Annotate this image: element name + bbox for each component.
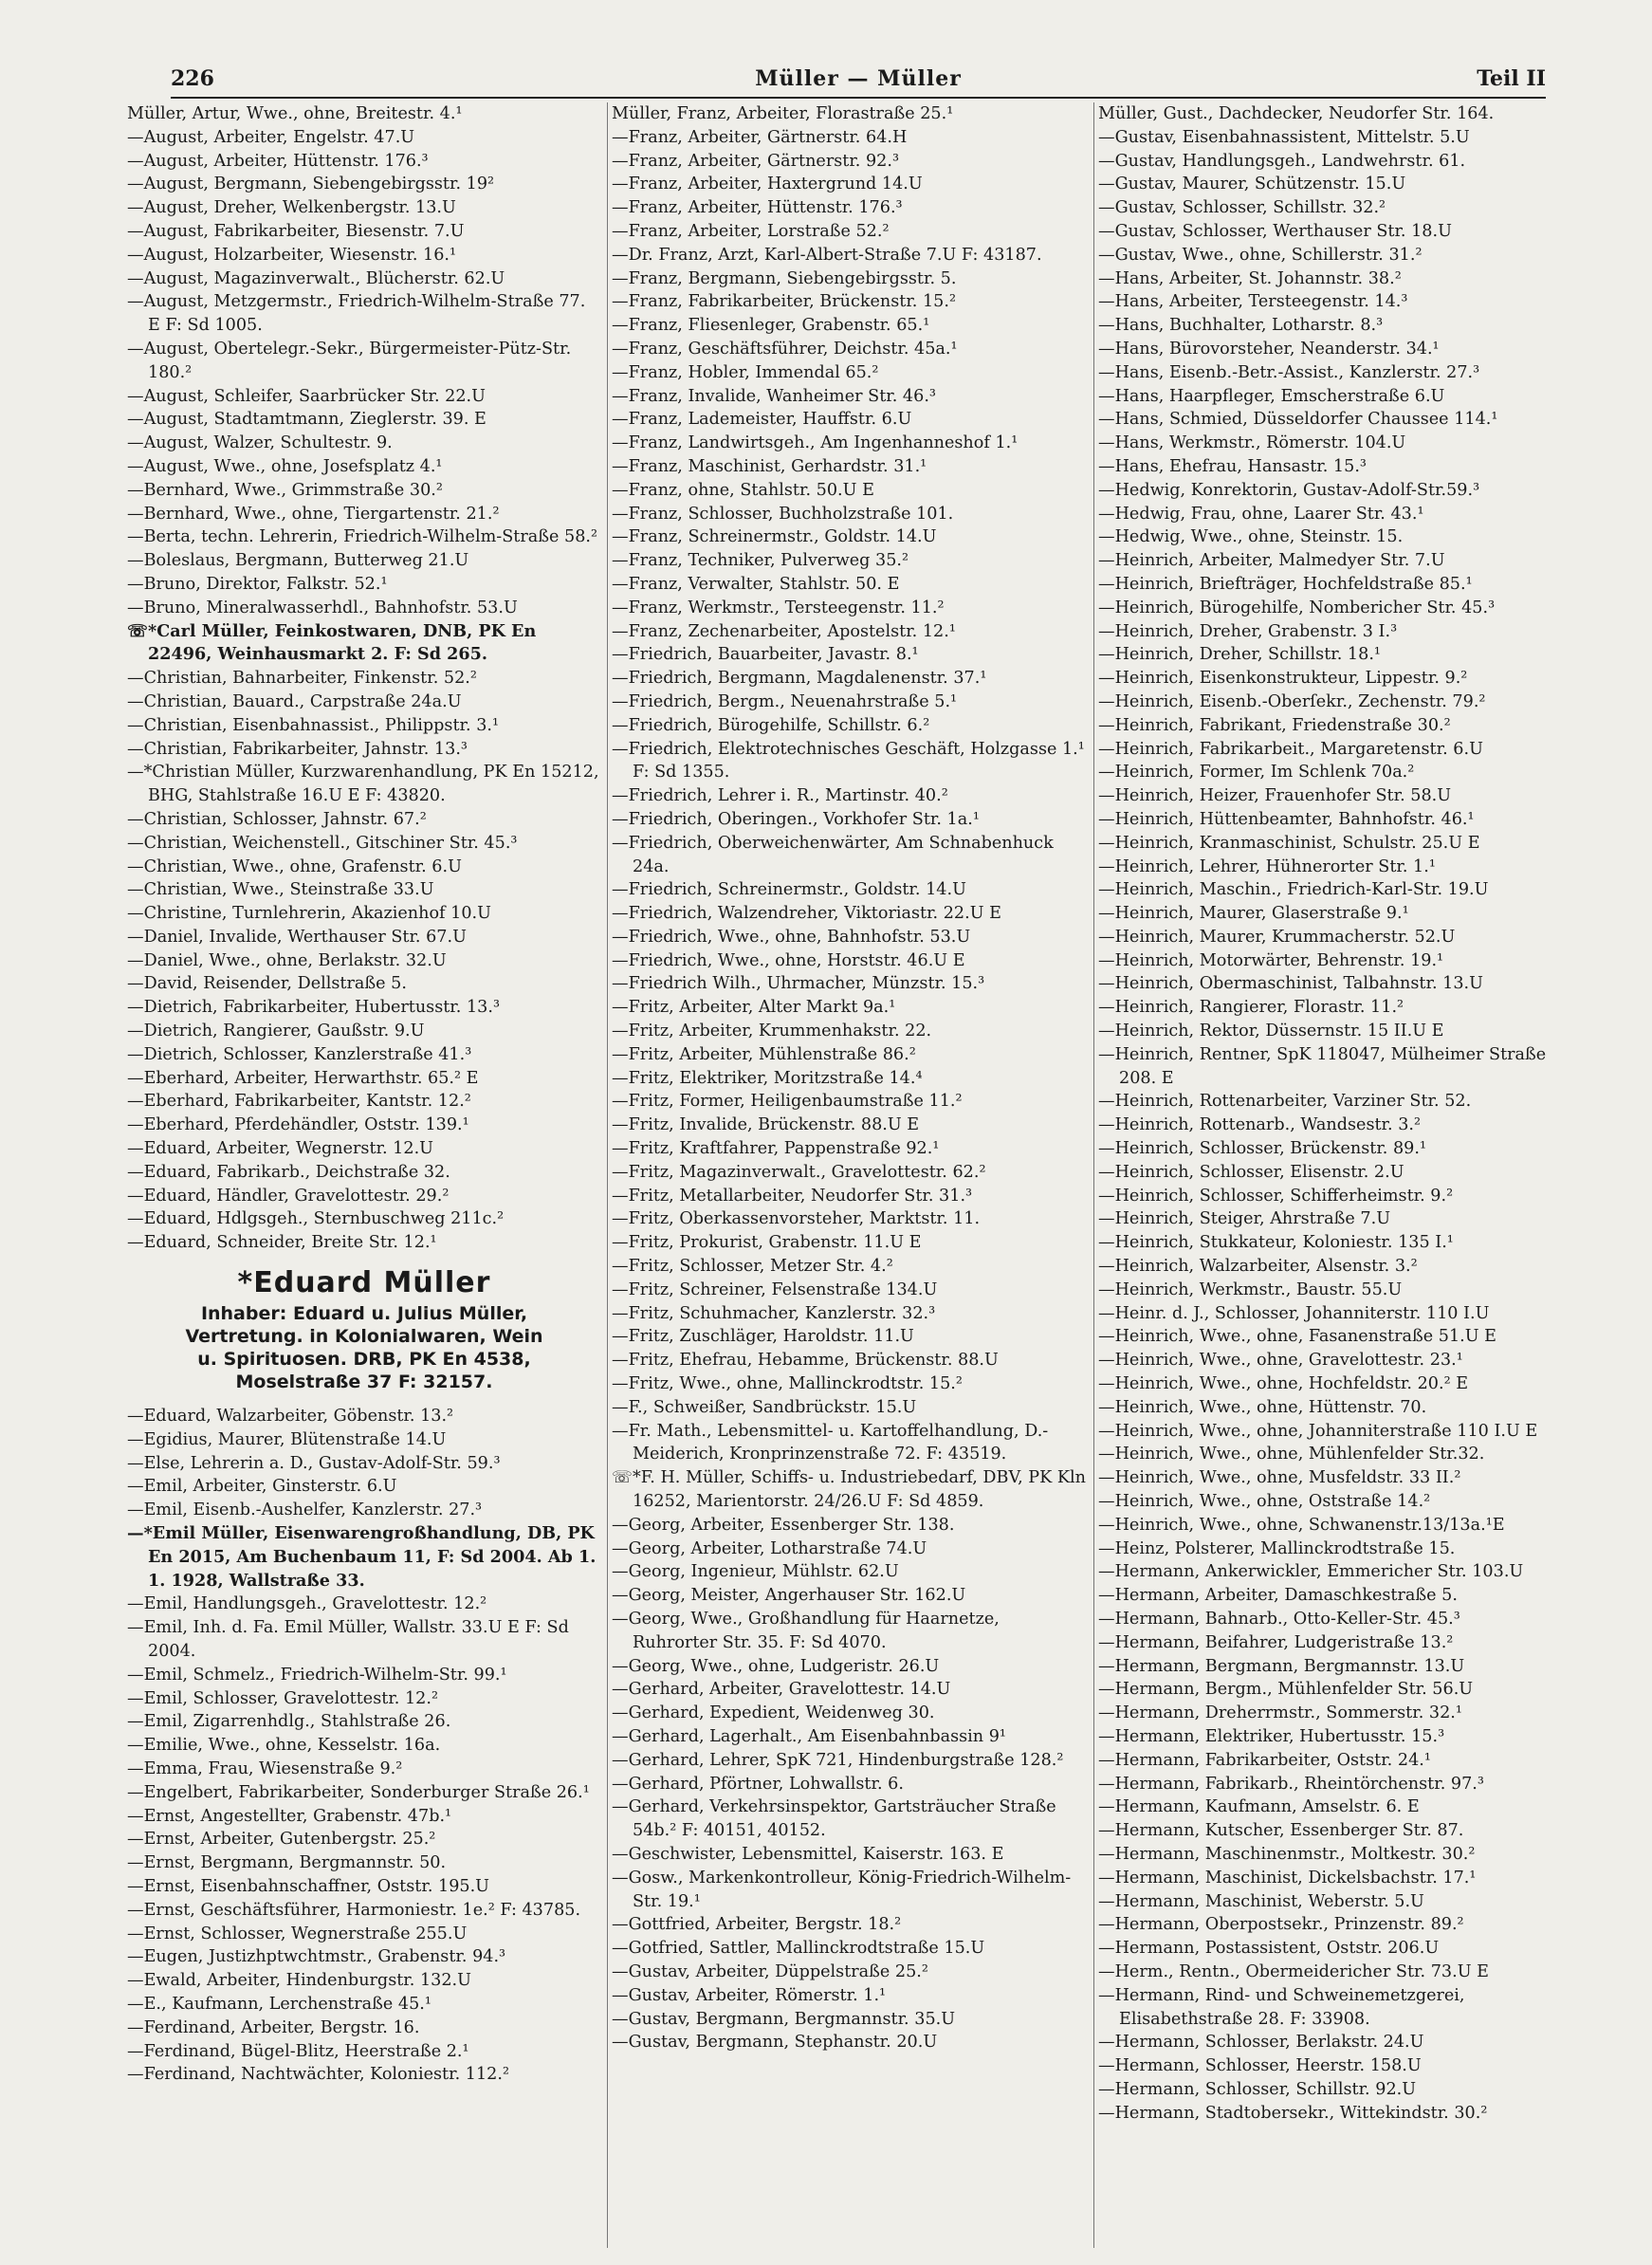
directory-entry: —Heinrich, Wwe., ohne, Musfeldstr. 33 II.²: [1098, 1468, 1461, 1488]
directory-entry: —Fritz, Ehefrau, Hebamme, Brückenstr. 88.U: [612, 1351, 999, 1371]
directory-entry: —Heinrich, Briefträger, Hochfeldstraße 85.¹: [1098, 574, 1473, 594]
directory-entry: —Heinrich, Wwe., ohne, Hochfeldstr. 20.² E: [1098, 1374, 1469, 1394]
directory-entry: —Georg, Ingenieur, Mühlstr. 62.U: [612, 1562, 899, 1582]
directory-entry: —August, Obertelegr.-Sekr., Bürgermeister-Pütz-Str. 180.²: [127, 339, 572, 382]
directory-entry: ☏*F. H. Müller, Schiffs- u. Industriebedarf, DBV, PK Kln 16252, Marientorstr. 24/26.U F: Sd 4859.: [612, 1468, 1086, 1512]
directory-entry: —Gerhard, Verkehrsinspektor, Gartsträucher Straße 54b.² F: 40151, 40152.: [612, 1797, 1056, 1841]
directory-entry: —Dr. Franz, Arzt, Karl-Albert-Straße 7.U F: 43187.: [612, 245, 1042, 265]
directory-entry: —Heinrich, Heizer, Frauenhofer Str. 58.U: [1098, 786, 1452, 806]
directory-entry: —Emil, Eisenb.-Aushelfer, Kanzlerstr. 27.³: [127, 1501, 483, 1520]
column-2: [612, 102, 1086, 2256]
directory-entry: —Fritz, Schlosser, Metzer Str. 4.²: [612, 1257, 893, 1277]
directory-entry: —Friedrich, Bauarbeiter, Javastr. 8.¹: [612, 645, 919, 665]
directory-entry: —Hermann, Schlosser, Schillstr. 92.U: [1098, 2079, 1417, 2099]
advertisement-eduard-mueller: [127, 1264, 601, 1393]
directory-entry: —Franz, Techniker, Pulverweg 35.²: [612, 551, 909, 571]
directory-entry: —Christian, Eisenbahnassist., Philippstr. 3.¹: [127, 715, 500, 735]
directory-entry: —Heinz, Polsterer, Mallinckrodtstraße 15.: [1098, 1538, 1456, 1558]
directory-entry: —Heinrich, Wwe., ohne, Oststraße 14.²: [1098, 1492, 1431, 1512]
directory-entry: Müller, Gust., Dachdecker, Neudorfer Str. 164.: [1098, 104, 1495, 123]
directory-entry: —Hermann, Oberpostsekr., Prinzenstr. 89.²: [1098, 1915, 1464, 1935]
directory-entry: —Emil, Arbeiter, Ginsterstr. 6.U: [127, 1477, 397, 1497]
page-title: Müller — Müller: [755, 66, 962, 91]
directory-entry: —Hans, Eisenb.-Betr.-Assist., Kanzlerstr. 27.³: [1098, 362, 1480, 382]
directory-entry: —Franz, Zechenarbeiter, Apostelstr. 12.¹: [612, 621, 956, 641]
directory-entry: —Daniel, Wwe., ohne, Berlakstr. 32.U: [127, 950, 447, 970]
directory-entry: —Emil, Zigarrenhdlg., Stahlstraße 26.: [127, 1712, 451, 1732]
directory-entry: —Gerhard, Lehrer, SpK 721, Hindenburgstraße 128.²: [612, 1750, 1064, 1770]
directory-entry: —Franz, Lademeister, Hauffstr. 6.U: [612, 410, 912, 430]
directory-entry: —Berta, techn. Lehrerin, Friedrich-Wilhelm-Straße 58.²: [127, 527, 598, 547]
entry-list: [1098, 102, 1572, 2126]
directory-entry: —Franz, Arbeiter, Gärtnerstr. 92.³: [612, 151, 900, 171]
directory-entry: —Bernhard, Wwe., ohne, Tiergartenstr. 21.²: [127, 504, 500, 524]
directory-entry: —Gosw., Markenkontrolleur, König-Friedrich-Wilhelm-Str. 19.¹: [612, 1868, 1072, 1911]
directory-entry: —August, Metzgermstr., Friedrich-Wilhelm-Straße 77. E F: Sd 1005.: [127, 292, 586, 336]
directory-entry: —Gerhard, Lagerhalt., Am Eisenbahnbassin 9¹: [612, 1726, 1006, 1746]
directory-entry: —Eduard, Hdlgsgeh., Sternbuschweg 211c.²: [127, 1209, 505, 1229]
page-number: 226: [171, 66, 214, 91]
directory-entry: —Heinrich, Maschin., Friedrich-Karl-Str. 19.U: [1098, 880, 1489, 900]
directory-entry: —Heinrich, Fabrikarbeit., Margaretenstr. 6.U: [1098, 739, 1483, 759]
directory-entry: —Hans, Schmied, Düsseldorfer Chaussee 114.¹: [1098, 410, 1498, 430]
directory-entry: —Georg, Arbeiter, Lotharstraße 74.U: [612, 1538, 927, 1558]
directory-entry: —Fritz, Zuschläger, Haroldstr. 11.U: [612, 1327, 914, 1347]
directory-entry: —Heinrich, Dreher, Grabenstr. 3 I.³: [1098, 621, 1398, 641]
directory-entry: —Friedrich, Wwe., ohne, Horststr. 46.U E: [612, 950, 965, 970]
directory-entry: —Heinrich, Wwe., ohne, Schwanenstr.13/13a.¹E: [1098, 1515, 1505, 1535]
entry-list: [127, 1405, 601, 2087]
directory-entry: —Fritz, Former, Heiligenbaumstraße 11.²: [612, 1092, 963, 1112]
directory-entry: —Hedwig, Frau, ohne, Laarer Str. 43.¹: [1098, 504, 1424, 524]
entry-list: [127, 102, 601, 1255]
directory-entry: —Gustav, Wwe., ohne, Schillerstr. 31.²: [1098, 245, 1423, 265]
directory-entry: —Hermann, Rind- und Schweinemetzgerei, Elisabethstraße 28. F: 33908.: [1098, 1985, 1465, 2029]
directory-entry: —Ernst, Schlosser, Wegnerstraße 255.U: [127, 1924, 468, 1943]
directory-entry: —Ferdinand, Bügel-Blitz, Heerstraße 2.¹: [127, 2041, 469, 2061]
directory-entry: —Ewald, Arbeiter, Hindenburgstr. 132.U: [127, 1971, 471, 1991]
directory-entry: —Fritz, Prokurist, Grabenstr. 11.U E: [612, 1233, 922, 1253]
directory-entry: —Ferdinand, Arbeiter, Bergstr. 16.: [127, 2017, 420, 2037]
directory-entry: —Christian, Schlosser, Jahnstr. 67.²: [127, 809, 427, 829]
directory-entry: —August, Bergmann, Siebengebirgsstr. 19²: [127, 175, 495, 194]
directory-entry: —Franz, Bergmann, Siebengebirgsstr. 5.: [612, 268, 957, 288]
directory-entry: —Bruno, Mineralwasserhdl., Bahnhofstr. 53.U: [127, 598, 518, 617]
directory-entry: —Heinrich, Schlosser, Elisenstr. 2.U: [1098, 1162, 1404, 1182]
directory-entry: —Fritz, Schreiner, Felsenstraße 134.U: [612, 1280, 938, 1299]
directory-entry: —Eberhard, Fabrikarbeiter, Kantstr. 12.²: [127, 1092, 471, 1112]
ad-line: Inhaber: Eduard u. Julius Müller,: [200, 1303, 528, 1325]
directory-entry: —Friedrich, Wwe., ohne, Bahnhofstr. 53.U: [612, 927, 971, 947]
directory-entry: —Hermann, Ankerwickler, Emmericher Str. 103.U: [1098, 1562, 1524, 1582]
directory-entry: Müller, Franz, Arbeiter, Florastraße 25.¹: [612, 104, 954, 123]
directory-entry: —Eduard, Fabrikarb., Deichstraße 32.: [127, 1162, 450, 1182]
directory-entry: —Heinrich, Rottenarb., Wandsestr. 3.²: [1098, 1115, 1422, 1135]
directory-entry: —Fritz, Arbeiter, Alter Markt 9a.¹: [612, 998, 896, 1018]
directory-entry: —Georg, Wwe., Großhandlung für Haarnetze, Ruhrorter Str. 35. F: Sd 4070.: [612, 1610, 1000, 1652]
directory-entry: —Emil, Schmelz., Friedrich-Wilhelm-Str. 99.¹: [127, 1665, 507, 1685]
directory-entry: —Heinrich, Schlosser, Brückenstr. 89.¹: [1098, 1139, 1427, 1159]
directory-entry: —Franz, Invalide, Wanheimer Str. 46.³: [612, 386, 936, 406]
directory-entry: —Hermann, Postassistent, Oststr. 206.U: [1098, 1939, 1440, 1959]
directory-entry: —Heinrich, Wwe., ohne, Hüttenstr. 70.: [1098, 1397, 1427, 1417]
directory-entry: —Fritz, Magazinverwalt., Gravelottestr. 62.²: [612, 1162, 986, 1182]
directory-entry: —August, Schleifer, Saarbrücker Str. 22.U: [127, 386, 486, 406]
directory-entry: —Hans, Ehefrau, Hansastr. 15.³: [1098, 456, 1367, 476]
directory-entry: —Heinrich, Fabrikant, Friedenstraße 30.²: [1098, 715, 1451, 735]
directory-entry: —Heinrich, Dreher, Schillstr. 18.¹: [1098, 645, 1381, 665]
directory-entry: —Hans, Buchhalter, Lotharstr. 8.³: [1098, 316, 1384, 336]
directory-entry: —Gerhard, Expedient, Weidenweg 30.: [612, 1703, 935, 1723]
part-label: Teil II: [1477, 66, 1546, 91]
directory-entry: —Christian, Wwe., Steinstraße 33.U: [127, 880, 434, 900]
directory-entry: —Franz, Hobler, Immendal 65.²: [612, 362, 879, 382]
directory-entry: —Heinrich, Maurer, Krummacherstr. 52.U: [1098, 927, 1456, 947]
directory-entry: —Ernst, Arbeiter, Gutenbergstr. 25.²: [127, 1830, 436, 1850]
directory-entry: —Hermann, Maschinist, Dickelsbachstr. 17.¹: [1098, 1868, 1477, 1888]
directory-entry: —August, Arbeiter, Engelstr. 47.U: [127, 127, 415, 147]
directory-entry: —Friedrich, Lehrer i. R., Martinstr. 40.²: [612, 786, 948, 806]
directory-entry: —Hans, Haarpfleger, Emscherstraße 6.U: [1098, 386, 1445, 406]
directory-entry: —Georg, Arbeiter, Essenberger Str. 138.: [612, 1515, 955, 1535]
directory-entry: —Hermann, Maschinist, Weberstr. 5.U: [1098, 1891, 1424, 1911]
directory-entry: —Hermann, Beifahrer, Ludgeristraße 13.²: [1098, 1632, 1454, 1652]
directory-entry: —Heinrich, Stukkateur, Koloniestr. 135 I.¹: [1098, 1233, 1454, 1253]
directory-entry: —Friedrich, Walzendreher, Viktoriastr. 22.U E: [612, 904, 1001, 924]
directory-entry: —Ferdinand, Nachtwächter, Koloniestr. 112.²: [127, 2065, 510, 2085]
directory-entry: —Eberhard, Arbeiter, Herwarthstr. 65.² E: [127, 1068, 479, 1088]
directory-entry: —Franz, Arbeiter, Haxtergrund 14.U: [612, 175, 923, 194]
directory-entry: —Gustav, Handlungsgeh., Landwehrstr. 61.: [1098, 151, 1466, 171]
directory-entry: —Christian, Bauard., Carpstraße 24a.U: [127, 691, 462, 711]
directory-entry: —*Christian Müller, Kurzwarenhandlung, PK En 15212, BHG, Stahlstraße 16.U E F: 43820.: [127, 763, 599, 806]
entry-list: [612, 102, 1086, 2054]
directory-entry: —Daniel, Invalide, Werthauser Str. 67.U: [127, 927, 467, 947]
directory-entry: —Ernst, Geschäftsführer, Harmoniestr. 1e.² F: 43785.: [127, 1900, 581, 1920]
directory-entry: —Hans, Bürovorsteher, Neanderstr. 34.¹: [1098, 339, 1440, 359]
directory-entry: —Eberhard, Pferdehändler, Oststr. 139.¹: [127, 1115, 469, 1135]
directory-entry: —August, Holzarbeiter, Wiesenstr. 16.¹: [127, 245, 457, 265]
directory-entry: —Eduard, Arbeiter, Wegnerstr. 12.U: [127, 1139, 433, 1159]
ad-line: u. Spirituosen. DRB, PK En 4538,: [197, 1349, 531, 1371]
directory-entry: —Bruno, Direktor, Falkstr. 52.¹: [127, 574, 388, 594]
directory-entry: —Gotfried, Sattler, Mallinckrodtstraße 15.U: [612, 1939, 985, 1959]
directory-entry: —Franz, Fabrikarbeiter, Brückenstr. 15.²: [612, 292, 957, 312]
directory-entry: —Boleslaus, Bergmann, Butterweg 21.U: [127, 551, 469, 571]
directory-entry: —Hermann, Fabrikarbeiter, Oststr. 24.¹: [1098, 1750, 1431, 1770]
directory-entry: —Emilie, Wwe., ohne, Kesselstr. 16a.: [127, 1736, 441, 1756]
directory-entry: —Friedrich, Bergmann, Magdalenenstr. 37.¹: [612, 669, 987, 689]
directory-entry: —Heinrich, Schlosser, Schifferheimstr. 9.²: [1098, 1186, 1454, 1206]
directory-entry: —Hans, Arbeiter, Tersteegenstr. 14.³: [1098, 292, 1408, 312]
directory-entry: —Gustav, Schlosser, Schillstr. 32.²: [1098, 198, 1386, 218]
directory-entry: —August, Walzer, Schultestr. 9.: [127, 433, 393, 453]
directory-entry: —Emil, Schlosser, Gravelottestr. 12.²: [127, 1688, 439, 1708]
directory-entry: —Heinrich, Hüttenbeamter, Bahnhofstr. 46.¹: [1098, 809, 1475, 829]
ad-line: Vertretung. in Kolonialwaren, Wein: [185, 1326, 543, 1348]
directory-entry: —August, Fabrikarbeiter, Biesenstr. 7.U: [127, 221, 465, 241]
directory-entry: ☏*Carl Müller, Feinkostwaren, DNB, PK En 22496, Weinhausmarkt 2. F: Sd 265.: [127, 620, 537, 665]
directory-entry: —Franz, Arbeiter, Lorstraße 52.²: [612, 221, 890, 241]
directory-entry: —E., Kaufmann, Lerchenstraße 45.¹: [127, 1994, 431, 2014]
directory-entry: —Heinrich, Wwe., ohne, Gravelottestr. 23.¹: [1098, 1351, 1463, 1371]
directory-entry: —David, Reisender, Dellstraße 5.: [127, 974, 407, 994]
directory-entry: —Franz, Geschäftsführer, Deichstr. 45a.¹: [612, 339, 958, 359]
directory-entry: —Hermann, Bahnarb., Otto-Keller-Str. 45.³: [1098, 1610, 1460, 1629]
directory-entry: —Gerhard, Pförtner, Lohwallstr. 6.: [612, 1774, 904, 1794]
directory-entry: —Christian, Fabrikarbeiter, Jahnstr. 13.³: [127, 739, 468, 759]
directory-entry: —Herm., Rentn., Obermeidericher Str. 73.U E: [1098, 1961, 1489, 1981]
directory-entry: —Franz, Verwalter, Stahlstr. 50. E: [612, 574, 900, 594]
directory-entry: —Friedrich, Bürogehilfe, Schillstr. 6.²: [612, 715, 930, 735]
directory-entry: —Gottfried, Arbeiter, Bergstr. 18.²: [612, 1915, 902, 1935]
ad-line: Moselstraße 37 F: 32157.: [235, 1372, 493, 1393]
directory-entry: —Fritz, Arbeiter, Krummenhakstr. 22.: [612, 1022, 932, 1041]
directory-entry: —Heinrich, Eisenb.-Oberſekr., Zechenstr. 79.²: [1098, 691, 1486, 711]
directory-entry: —Heinrich, Eisenkonstrukteur, Lippestr. 9.²: [1098, 669, 1468, 689]
directory-entry: —Gerhard, Arbeiter, Gravelottestr. 14.U: [612, 1680, 951, 1700]
directory-entry: —Heinrich, Rottenarbeiter, Varziner Str. 52.: [1098, 1092, 1472, 1112]
directory-entry: —Hans, Werkmstr., Römerstr. 104.U: [1098, 433, 1406, 453]
directory-entry: —Fritz, Kraftfahrer, Pappenstraße 92.¹: [612, 1139, 940, 1159]
directory-entry: —Heinrich, Wwe., ohne, Mühlenfelder Str.32.: [1098, 1445, 1485, 1464]
directory-entry: —Gustav, Maurer, Schützenstr. 15.U: [1098, 175, 1406, 194]
directory-entry: —Friedrich, Elektrotechnisches Geschäft, Holzgasse 1.¹ F: Sd 1355.: [612, 739, 1085, 783]
directory-entry: —Geschwister, Lebensmittel, Kaiserstr. 163. E: [612, 1844, 1004, 1864]
directory-entry: —Franz, Landwirtsgeh., Am Ingenhanneshof 1.¹: [612, 433, 1019, 453]
directory-entry: —Engelbert, Fabrikarbeiter, Sonderburger Straße 26.¹: [127, 1782, 590, 1802]
directory-entry: —Heinrich, Arbeiter, Malmedyer Str. 7.U: [1098, 551, 1445, 571]
directory-entry: —Fr. Math., Lebensmittel- u. Kartoffelhandlung, D.-Meiderich, Kronprinzenstraße 72. F: 43519.: [612, 1421, 1049, 1464]
directory-entry: —Hermann, Elektriker, Hubertusstr. 15.³: [1098, 1726, 1445, 1746]
directory-entry: —Hans, Arbeiter, St. Johannstr. 38.²: [1098, 268, 1402, 288]
directory-entry: —Heinrich, Werkmstr., Baustr. 55.U: [1098, 1280, 1403, 1299]
directory-entry: —Heinrich, Rektor, Düssernstr. 15 II.U E: [1098, 1022, 1444, 1041]
directory-entry: —Eduard, Händler, Gravelottestr. 29.²: [127, 1186, 450, 1206]
column-1: [127, 102, 601, 2256]
directory-entry: —Friedrich Wilh., Uhrmacher, Münzstr. 15.³: [612, 974, 985, 994]
directory-entry: —Dietrich, Rangierer, Gaußstr. 9.U: [127, 1022, 425, 1041]
directory-entry: —Franz, Schreinermstr., Goldstr. 14.U: [612, 527, 937, 547]
directory-entry: —Heinrich, Motorwärter, Behrenstr. 19.¹: [1098, 950, 1444, 970]
directory-entry: —Christian, Wwe., ohne, Grafenstr. 6.U: [127, 856, 462, 876]
directory-entry: —Friedrich, Oberingen., Vorkhofer Str. 1a.¹: [612, 809, 980, 829]
directory-entry: —Dietrich, Schlosser, Kanzlerstraße 41.³: [127, 1044, 472, 1064]
directory-entry: —Gustav, Arbeiter, Römerstr. 1.¹: [612, 1985, 887, 2005]
directory-entry: —F., Schweißer, Sandbrückstr. 15.U: [612, 1397, 917, 1417]
directory-entry: —August, Dreher, Welkenbergstr. 13.U: [127, 198, 456, 218]
directory-entry: —Heinrich, Obermaschinist, Talbahnstr. 13.U: [1098, 974, 1483, 994]
directory-entry: —August, Magazinverwalt., Blücherstr. 62.U: [127, 268, 505, 288]
directory-entry: —Emil, Handlungsgeh., Gravelottestr. 12.²: [127, 1594, 487, 1614]
directory-entry: —Heinrich, Rangierer, Florastr. 11.²: [1098, 998, 1404, 1018]
directory-entry: —Hermann, Bergmann, Bergmannstr. 13.U: [1098, 1656, 1465, 1676]
directory-entry: —Fritz, Oberkassenvorsteher, Marktstr. 11.: [612, 1209, 981, 1229]
directory-entry: —Ernst, Bergmann, Bergmannstr. 50.: [127, 1853, 447, 1873]
directory-entry: —Eugen, Justizhptwchtmstr., Grabenstr. 94.³: [127, 1947, 506, 1967]
directory-entry: —Franz, Werkmstr., Tersteegenstr. 11.²: [612, 598, 945, 617]
directory-entry: —Bernhard, Wwe., Grimmstraße 30.²: [127, 480, 443, 500]
column-divider: [607, 102, 608, 2248]
directory-entry: —Else, Lehrerin a. D., Gustav-Adolf-Str. 59.³: [127, 1453, 501, 1473]
directory-entry: —August, Wwe., ohne, Josefsplatz 4.¹: [127, 456, 443, 476]
ad-title: *Eduard Müller: [237, 1266, 491, 1300]
directory-entry: —Heinrich, Bürogehilfe, Nombericher Str. 45.³: [1098, 598, 1496, 617]
directory-entry: —Heinrich, Former, Im Schlenk 70a.²: [1098, 763, 1415, 783]
directory-entry: —Heinrich, Rentner, SpK 118047, Mülheimer Straße 208. E: [1098, 1044, 1547, 1088]
directory-entry: —Heinrich, Wwe., ohne, Fasanenstraße 51.U E: [1098, 1327, 1496, 1347]
directory-entry: —Emma, Frau, Wiesenstraße 9.²: [127, 1759, 403, 1778]
directory-entry: —Fritz, Metallarbeiter, Neudorfer Str. 31.³: [612, 1186, 973, 1206]
directory-entry: —Heinrich, Wwe., ohne, Johanniterstraße 110 I.U E: [1098, 1421, 1538, 1441]
directory-entry: —Ernst, Eisenbahnschaffner, Oststr. 195.U: [127, 1876, 490, 1896]
directory-entry: —Franz, Fliesenleger, Grabenstr. 65.¹: [612, 316, 930, 336]
directory-entry: —Georg, Wwe., ohne, Ludgeristr. 26.U: [612, 1656, 940, 1676]
directory-entry: —Friedrich, Bergm., Neuenahrstraße 5.¹: [612, 691, 958, 711]
directory-entry: —Fritz, Invalide, Brückenstr. 88.U E: [612, 1115, 920, 1135]
directory-entry: —Gustav, Bergmann, Stephanstr. 20.U: [612, 2033, 938, 2053]
directory-entry: —Hermann, Stadtobersekr., Wittekindstr. 30.²: [1098, 2103, 1488, 2123]
directory-entry: —Franz, Arbeiter, Gärtnerstr. 64.H: [612, 127, 908, 147]
directory-entry: —Gustav, Schlosser, Werthauser Str. 18.U: [1098, 221, 1452, 241]
column-3: [1098, 102, 1572, 2256]
directory-entry: —Heinrich, Kranmaschinist, Schulstr. 25.U E: [1098, 833, 1480, 853]
directory-entry: —Heinrich, Maurer, Glaserstraße 9.¹: [1098, 904, 1409, 924]
directory-entry: —Egidius, Maurer, Blütenstraße 14.U: [127, 1429, 447, 1449]
page-header: [171, 63, 1546, 99]
directory-entry: —Fritz, Wwe., ohne, Mallinckrodtstr. 15.²: [612, 1374, 963, 1394]
directory-entry: —Franz, Arbeiter, Hüttenstr. 176.³: [612, 198, 903, 218]
directory-entry: —Franz, Schlosser, Buchholzstraße 101.: [612, 504, 954, 524]
directory-entry: —Hermann, Fabrikarb., Rheintörchenstr. 97.³: [1098, 1774, 1484, 1794]
directory-entry: —Franz, Maschinist, Gerhardstr. 31.¹: [612, 456, 927, 476]
directory-entry: —Hermann, Kutscher, Essenberger Str. 87.: [1098, 1821, 1464, 1841]
directory-entry: —August, Arbeiter, Hüttenstr. 176.³: [127, 151, 429, 171]
directory-entry: —August, Stadtamtmann, Zieglerstr. 39. E: [127, 410, 486, 430]
directory-entry: —Hermann, Arbeiter, Damaschkestraße 5.: [1098, 1586, 1458, 1606]
directory-entry: —Heinrich, Walzarbeiter, Alsenstr. 3.²: [1098, 1257, 1418, 1277]
directory-entry: —Hermann, Maschinenmstr., Moltkestr. 30.²: [1098, 1844, 1476, 1864]
directory-entry: —Hermann, Kaufmann, Amselstr. 6. E: [1098, 1797, 1420, 1817]
directory-entry: —Gustav, Eisenbahnassistent, Mittelstr. 5.U: [1098, 127, 1470, 147]
directory-entry: —Hedwig, Wwe., ohne, Steinstr. 15.: [1098, 527, 1404, 547]
directory-entry: —Eduard, Walzarbeiter, Göbenstr. 13.²: [127, 1407, 454, 1427]
column-divider: [1093, 102, 1094, 2248]
directory-entry: —Christian, Weichenstell., Gitschiner Str. 45.³: [127, 833, 518, 853]
directory-entry: —Friedrich, Oberweichenwärter, Am Schnabenhuck 24a.: [612, 833, 1054, 876]
directory-entry: —Ernst, Angestellter, Grabenstr. 47b.¹: [127, 1806, 452, 1826]
directory-entry: —Hermann, Schlosser, Berlakstr. 24.U: [1098, 2033, 1424, 2053]
directory-entry: —Fritz, Arbeiter, Mühlenstraße 86.²: [612, 1044, 916, 1064]
directory-entry: —Fritz, Elektriker, Moritzstraße 14.⁴: [612, 1068, 923, 1088]
directory-entry: —Hermann, Bergm., Mühlenfelder Str. 56.U: [1098, 1680, 1474, 1700]
directory-entry: —Christian, Bahnarbeiter, Finkenstr. 52.²: [127, 669, 477, 689]
directory-entry: —Emil, Inh. d. Fa. Emil Müller, Wallstr. 33.U E F: Sd 2004.: [127, 1618, 569, 1662]
directory-entry: —*Emil Müller, Eisenwarengroßhandlung, DB, PK En 2015, Am Buchenbaum 11, F: Sd 2004. Ab 1. 1. 1928, Wallstraße 33.: [127, 1523, 597, 1591]
directory-entry: Müller, Artur, Wwe., ohne, Breitestr. 4.¹: [127, 104, 463, 123]
directory-entry: —Heinrich, Lehrer, Hühnerorter Str. 1.¹: [1098, 856, 1436, 876]
directory-entry: —Friedrich, Schreinermstr., Goldstr. 14.U: [612, 880, 966, 900]
directory-entry: —Dietrich, Fabrikarbeiter, Hubertusstr. 13.³: [127, 998, 501, 1018]
directory-entry: —Gustav, Arbeiter, Düppelstraße 25.²: [612, 1961, 928, 1981]
directory-entry: —Georg, Meister, Angerhauser Str. 162.U: [612, 1586, 966, 1606]
directory-entry: —Hermann, Schlosser, Heerstr. 158.U: [1098, 2056, 1422, 2076]
directory-entry: —Heinrich, Steiger, Ahrstraße 7.U: [1098, 1209, 1391, 1229]
directory-entry: —Eduard, Schneider, Breite Str. 12.¹: [127, 1233, 437, 1253]
directory-entry: —Gustav, Bergmann, Bergmannstr. 35.U: [612, 2009, 956, 2029]
directory-entry: —Christine, Turnlehrerin, Akazienhof 10.U: [127, 904, 491, 924]
directory-entry: —Franz, ohne, Stahlstr. 50.U E: [612, 480, 874, 500]
directory-entry: —Fritz, Schuhmacher, Kanzlerstr. 32.³: [612, 1303, 936, 1323]
directory-entry: —Hedwig, Konrektorin, Gustav-Adolf-Str.59.³: [1098, 480, 1480, 500]
directory-entry: —Hermann, Dreherrmstr., Sommerstr. 32.¹: [1098, 1703, 1462, 1723]
directory-entry: —Heinr. d. J., Schlosser, Johanniterstr. 110 I.U: [1098, 1303, 1490, 1323]
